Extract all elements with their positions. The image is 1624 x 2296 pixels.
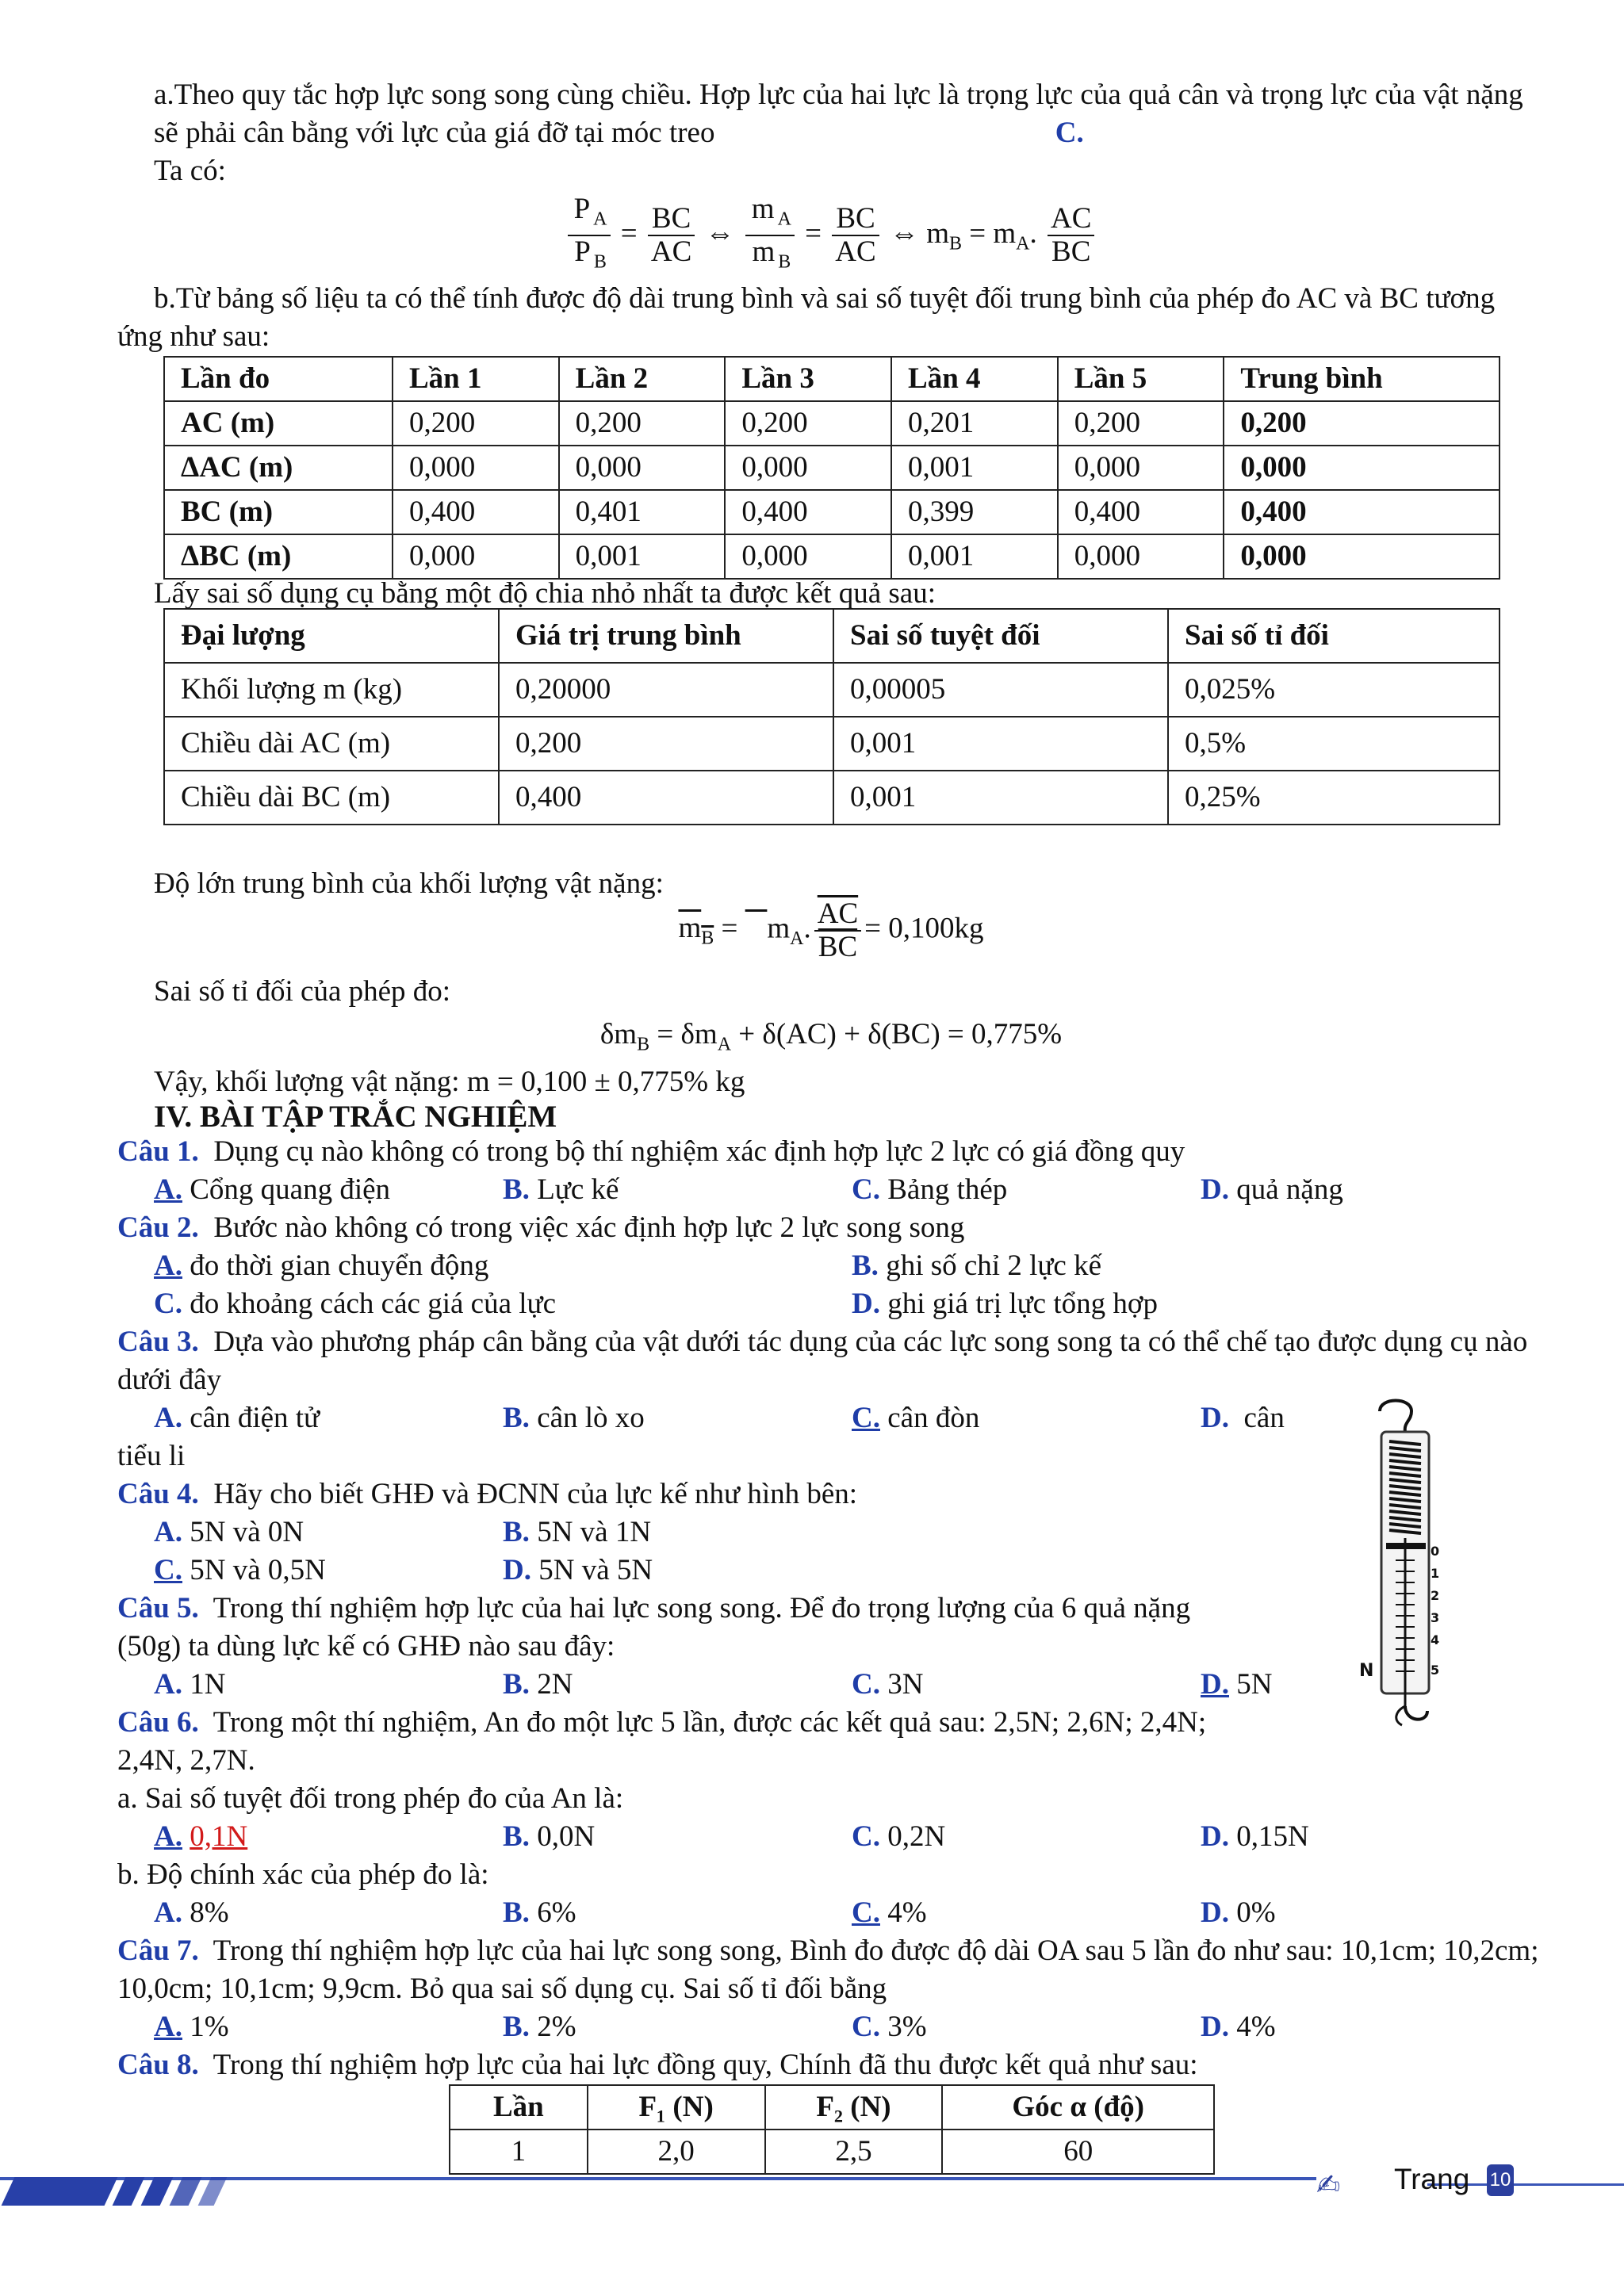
svg-text:0: 0: [1431, 1544, 1440, 1559]
relative-error-label: Sai số tỉ đối của phép đo:: [154, 974, 451, 1008]
table-row: AC (m) 0,200 0,200 0,200 0,201 0,200 0,200: [164, 401, 1500, 446]
option-c[interactable]: C. 3N: [852, 1668, 924, 1701]
question-8: Câu 8. Trong thí nghiệm hợp lực của hai lực đồng quy, Chính đã thu được kết quả như sau:: [117, 2049, 1198, 2082]
footer-stripe: [141, 2177, 174, 2206]
question-6b-options: [154, 1894, 1545, 1932]
question-4-options: [154, 1513, 1545, 1552]
option-a[interactable]: A. 1N: [154, 1668, 226, 1701]
measurement-table: [163, 356, 1500, 580]
svg-text:4: 4: [1431, 1632, 1440, 1647]
option-d[interactable]: D. quả nặng: [1201, 1173, 1343, 1207]
table-header-row: Lần F₁ (N) F₂ (N) Góc α (độ): [450, 2085, 1214, 2130]
svg-text:2: 2: [1431, 1588, 1440, 1603]
question-6a: a. Sai số tuyệt đối trong phép đo của An là:: [117, 1782, 624, 1816]
question-7-options: [154, 2008, 1545, 2046]
option-c[interactable]: C. Bảng thép: [852, 1173, 1008, 1207]
taco-label: Ta có:: [154, 155, 226, 187]
option-b[interactable]: B. 6%: [503, 1896, 576, 1930]
option-d[interactable]: D. 0%: [1201, 1896, 1276, 1930]
table-row: Chiều dài AC (m) 0,200 0,001 0,5%: [164, 717, 1500, 771]
question-3-d-continued: tiểu li: [117, 1440, 186, 1473]
intro-a-text: a.Theo quy tắc hợp lực song song cùng chiều. Hợp lực của hai lực là trọng lực của quả cân và trọng lực của vật nặng sẽ phải cân bằng với lực của giá đỡ tại móc treo: [154, 78, 1523, 149]
question-4-options-2: [154, 1552, 1545, 1590]
option-c[interactable]: C. cân đòn: [852, 1402, 980, 1435]
option-c[interactable]: C. 3%: [852, 2011, 927, 2044]
svg-text:5: 5: [1431, 1663, 1440, 1678]
option-c[interactable]: C. 0,2N: [852, 1820, 946, 1854]
intro-a: [154, 76, 1545, 152]
option-b[interactable]: B. cân lò xo: [503, 1402, 645, 1435]
option-b[interactable]: B. 0,0N: [503, 1820, 596, 1854]
option-d[interactable]: D. 5N: [1201, 1668, 1273, 1701]
pen-icon: ✍: [1316, 2169, 1341, 2202]
footer-stripe: [170, 2177, 202, 2206]
spring-scale-figure: [1348, 1397, 1467, 1734]
question-3-options: [154, 1399, 1545, 1437]
option-d[interactable]: D. 5N và 5N: [503, 1554, 653, 1587]
formula-ratio: $\frac{P _A}{P _B}$ = $\frac{BC}{AC}$ ⇔ $\frac{m _A}{m _B}$ = $\frac{BC}{AC}$ ⇔ $m_B = m_A$. $\frac{AC}{BC}$: [117, 193, 1545, 278]
option-a[interactable]: A. 5N và 0N: [154, 1516, 304, 1549]
table-row: ΔAC (m) 0,000 0,000 0,000 0,001 0,000 0,000: [164, 446, 1500, 490]
table-row: Chiều dài BC (m) 0,400 0,001 0,25%: [164, 771, 1500, 825]
question-6a-options: [154, 1818, 1545, 1856]
question-6b: b. Độ chính xác của phép đo là:: [117, 1858, 489, 1892]
option-a[interactable]: A. 1%: [154, 2011, 229, 2044]
frac-bc-ac: $\frac{BC}{AC}$: [648, 203, 695, 268]
question-1-options: [154, 1171, 1545, 1209]
question-2: Câu 2. Bước nào không có trong việc xác định hợp lực 2 lực song song: [117, 1211, 965, 1245]
question-2-options-2: [154, 1285, 1545, 1323]
intro-b: b.Từ bảng số liệu ta có thể tính được độ dài trung bình và sai số tuyệt đối trung bình của phép đo AC và BC tương ứng như sau:: [117, 281, 1496, 353]
page-label: Trang: [1394, 2163, 1470, 2195]
table-row: BC (m) 0,400 0,401 0,400 0,399 0,400 0,400: [164, 490, 1500, 534]
footer-stripe: [198, 2177, 228, 2206]
question-3: Câu 3. Dựa vào phương pháp cân bằng của vật dưới tác dụng của các lực song song ta có thể chế tạo được dụng cụ nào dưới đây: [117, 1326, 1528, 1397]
option-c[interactable]: C. đo khoảng cách các giá của lực: [154, 1288, 556, 1321]
table2-intro: Lấy sai số dụng cụ bằng một độ chia nhỏ nhất ta được kết quả sau:: [154, 576, 936, 610]
mean-mass-label: Độ lớn trung bình của khối lượng vật nặng:: [154, 867, 664, 900]
option-b[interactable]: B. 2N: [503, 1668, 573, 1701]
svg-text:1: 1: [1431, 1566, 1440, 1581]
section-heading: IV. BÀI TẬP TRẮC NGHIỆM: [154, 1100, 557, 1135]
table-header-row: Đại lượng Giá trị trung bình Sai số tuyệt đối Sai số tỉ đối: [164, 609, 1500, 663]
option-d[interactable]: D. cân: [1201, 1402, 1285, 1435]
frac-p: $\frac{P _A}{P _B}$: [568, 193, 611, 278]
option-c[interactable]: C. 4%: [852, 1896, 927, 1930]
frac-ac-bc: $\frac{AC}{BC}$: [1048, 203, 1094, 268]
frac-m: $\frac{m _A}{m _B}$: [745, 193, 795, 278]
option-a[interactable]: A. Cổng quang điện: [154, 1173, 391, 1207]
question-1: Câu 1. Dụng cụ nào không có trong bộ thí nghiệm xác định hợp lực 2 lực có giá đồng quy: [117, 1135, 1185, 1169]
option-a[interactable]: A. đo thời gian chuyển động: [154, 1249, 489, 1283]
table-row: ΔBC (m) 0,000 0,001 0,000 0,001 0,000 0,000: [164, 534, 1500, 579]
question-5-options: [154, 1666, 1545, 1704]
page-footer: [0, 2156, 1624, 2212]
option-c[interactable]: C. 5N và 0,5N: [154, 1554, 326, 1587]
frac-bc-ac-2: $\frac{BC}{AC}$: [832, 203, 879, 268]
intro-a-answer: C.: [1055, 117, 1084, 149]
error-table: [163, 608, 1500, 825]
option-b[interactable]: B. ghi số chỉ 2 lực kế: [852, 1249, 1101, 1283]
table-header-row: Lần đo Lần 1 Lần 2 Lần 3 Lần 4 Lần 5 Trung bình: [164, 357, 1500, 401]
question-4: Câu 4. Hãy cho biết GHĐ và ĐCNN của lực kế như hình bên:: [117, 1478, 858, 1511]
question-5: Câu 5. Trong thí nghiệm hợp lực của hai lực song song. Để đo trọng lượng của 6 quả nặng (50g) ta dùng lực kế có GHĐ nào sau đây:: [117, 1592, 1191, 1663]
svg-text:3: 3: [1431, 1610, 1440, 1625]
formula-relative-error: $\delta m_B = \delta m_A + \delta(AC) + \delta(BC) = 0,775\%$: [599, 1017, 1063, 1055]
footer-stripe: [113, 2177, 145, 2206]
conclusion: Vậy, khối lượng vật nặng: m = 0,100 ± 0,775% kg: [154, 1066, 745, 1099]
option-b[interactable]: B. 2%: [503, 2011, 576, 2044]
question-7: Câu 7. Trong thí nghiệm hợp lực của hai lực song song, Bình đo được độ dài OA sau 5 lần đo như sau: 10,1cm; 10,2cm; 10,0cm; 10,1cm; 9,9cm. Bỏ qua sai số dụng cụ. Sai số tỉ đối bằng: [117, 1934, 1539, 2006]
question-6: Câu 6. Trong một thí nghiệm, An đo một lực 5 lần, được các kết quả sau: 2,5N; 2,6N; 2,4N; 2,4N, 2,7N.: [117, 1706, 1207, 1777]
question-2-options: [154, 1247, 1545, 1285]
option-a[interactable]: A. 0,1N: [154, 1820, 248, 1854]
footer-stripe: [2, 2177, 118, 2206]
document-page: [117, 76, 1545, 2175]
option-b[interactable]: B. Lực kế: [503, 1173, 619, 1207]
option-d[interactable]: D. 4%: [1201, 2011, 1276, 2044]
svg-text:N: N: [1359, 1661, 1374, 1681]
table-row: 1 2,0 2,5 60: [450, 2130, 1214, 2174]
option-d[interactable]: D. ghi giá trị lực tổng hợp: [852, 1288, 1158, 1321]
option-a[interactable]: A. cân điện tử: [154, 1402, 320, 1435]
formula-mean-mass: $m_B$ = $m_A$. $\frac{\overline{AC}}{BC}$ = 0,100kg: [678, 897, 984, 963]
spring-scale-drawing: [1348, 1397, 1467, 1730]
option-a[interactable]: A. 8%: [154, 1896, 229, 1930]
page-number: 10: [1487, 2164, 1514, 2196]
table-row: Khối lượng m (kg) 0,20000 0,00005 0,025%: [164, 663, 1500, 717]
option-b[interactable]: B. 5N và 1N: [503, 1516, 652, 1549]
option-d[interactable]: D. 0,15N: [1201, 1820, 1309, 1854]
